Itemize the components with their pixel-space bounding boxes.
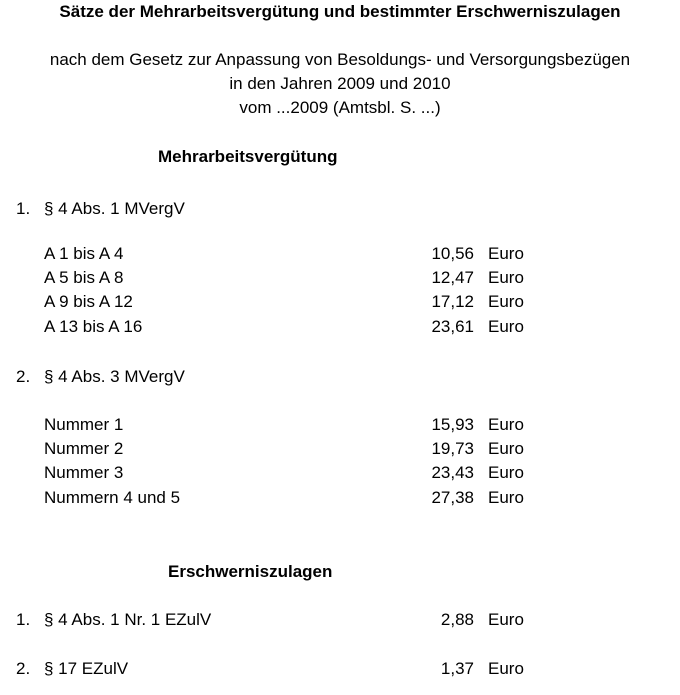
item-label: § 4 Abs. 1 MVergV [44, 199, 185, 218]
row-amount: 17,12 [431, 292, 474, 311]
subtitle-line-2: in den Jahren 2009 und 2010 [229, 74, 451, 93]
row-unit: Euro [488, 317, 524, 336]
item-number: 2. [16, 659, 31, 678]
item-number: 2. [16, 367, 31, 386]
section-heading-erschwernis: Erschwerniszulagen [168, 562, 333, 581]
row-label: Nummer 2 [44, 439, 124, 458]
row-amount: 12,47 [431, 268, 474, 287]
row-label: A 5 bis A 8 [44, 268, 124, 287]
row-label: Nummer 3 [44, 463, 124, 482]
item-unit: Euro [488, 659, 524, 678]
item-label: § 4 Abs. 3 MVergV [44, 367, 185, 386]
row-unit: Euro [488, 244, 524, 263]
item-number: 1. [16, 610, 31, 629]
row-amount: 23,43 [431, 463, 474, 482]
row-label: A 1 bis A 4 [44, 244, 124, 263]
section-heading-mehrarbeit: Mehrarbeitsvergütung [158, 147, 338, 166]
subtitle-line-3: vom ...2009 (Amtsbl. S. ...) [239, 98, 441, 117]
row-unit: Euro [488, 488, 524, 507]
row-unit: Euro [488, 292, 524, 311]
row-label: Nummer 1 [44, 415, 124, 434]
row-unit: Euro [488, 463, 524, 482]
row-unit: Euro [488, 415, 524, 434]
row-amount: 19,73 [431, 439, 474, 458]
row-unit: Euro [488, 439, 524, 458]
item-label: § 4 Abs. 1 Nr. 1 EZulV [44, 610, 212, 629]
row-unit: Euro [488, 268, 524, 287]
row-label: A 13 bis A 16 [44, 317, 143, 336]
row-amount: 10,56 [431, 244, 474, 263]
row-label: Nummern 4 und 5 [44, 488, 181, 507]
item-amount: 2,88 [440, 610, 474, 629]
row-label: A 9 bis A 12 [44, 292, 133, 311]
item-amount: 1,37 [440, 659, 474, 678]
row-amount: 23,61 [431, 317, 474, 336]
row-amount: 27,38 [431, 488, 474, 507]
item-number: 1. [16, 199, 31, 218]
subtitle-line-1: nach dem Gesetz zur Anpassung von Besoldungs- und Versorgungsbezügen [49, 50, 631, 69]
document-title: Sätze der Mehrarbeitsvergütung und bestimmter Erschwerniszulagen [59, 2, 621, 21]
item-unit: Euro [488, 610, 524, 629]
row-amount: 15,93 [431, 415, 474, 434]
item-label: § 17 EZulV [44, 659, 129, 678]
